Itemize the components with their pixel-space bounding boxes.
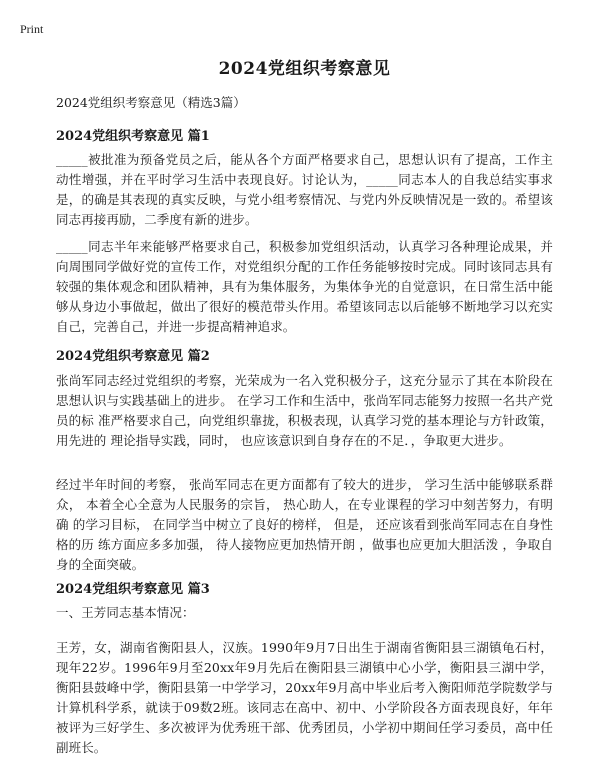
section-3-paragraph-1: 一、王芳同志基本情况： — [56, 605, 195, 620]
section-3-heading: 2024党组织考察意见 篇3 — [56, 582, 210, 597]
section-1-paragraph-1: _____被批准为预备党员之后，能从各个方面严格要求自己，思想认识有了提高，工作主动性增强，并在平时学习生活中表现良好。讨论认为，_____同志本人的自我总结实事求是，的确是其表现的真实反映，与党小组考察情况、与党内外反映情况是一致的。希望该同志再接再励，二季度有新的进步。 — [56, 152, 553, 227]
document-title: 2024党组织考察意见 — [218, 59, 391, 79]
print-link[interactable]: Print — [20, 22, 44, 36]
section-2-heading: 2024党组织考察意见 篇2 — [56, 349, 210, 364]
section-2-paragraph-1: 张尚军同志经过党组织的考察，光荣成为一名入党积极分子，这充分显示了其在本阶段在 思想认识与实践基础上的进步。 在学习工作和生活中，张尚军同志能努力按照一名共产党员的标 准严格要求自己，向党组织靠拢，积极表现，认真学习党的基本理论与方针政策，用先进的 理论指导实践，同时， 也应该意识到自身存在的不足．，争取更大进步。 — [56, 373, 553, 448]
section-2-paragraph-2: 经过半年时间的考察， 张尚军同志在更方面都有了较大的进步， 学习生活中能够联系群 众， 本着全心全意为人民服务的宗旨， 热心助人，在专业课程的学习中刻苦努力，有明确 的学习目标， 在同学当中树立了良好的榜样， 但是， 还应该看到张尚军同志在自身性格的历 练方面应多多加强， 待人接物应更加热情开朗 ，做事也应更加大胆活泼 ，争取自身的全面突破。 — [56, 477, 553, 572]
section-1-heading: 2024党组织考察意见 篇1 — [56, 129, 210, 144]
section-1-paragraph-2: _____同志半年来能够严格要求自己，积极参加党组织活动，认真学习各种理论成果，并向周围同学做好党的宣传工作，对党组织分配的工作任务能够按时完成。同时该同志具有较强的集体观念和团队精神，具有为集体服务，为集体争光的自觉意识，在日常生活中能够从身边小事做起，做出了很好的模范带头作用。希望该同志以后能够不断地学习以充实自己，完善自己，并进一步提高精神追求。 — [56, 239, 553, 334]
document-subtitle: 2024党组织考察意见（精选3篇） — [56, 95, 246, 110]
section-3-paragraph-2: 王芳，女，湖南省衡阳县人，汉族。1990年9月7日出生于湖南省衡阳县三湖镇龟石村，现年22岁。1996年9月至20xx年9月先后在衡阳县三湖镇中心小学，衡阳县三湖中学，衡阳县鼓峰中学，衡阳县第一中学学习，20xx年9月高中毕业后考入衡阳师范学院数学与计算机科学系，就读于09数2班。该同志在高中、初中、小学阶段各方面表现良好，年年被评为三好学生、多次被评为优秀班干部、优秀团员，小学初中期间任学习委员，高中任副班长。 — [56, 640, 553, 755]
